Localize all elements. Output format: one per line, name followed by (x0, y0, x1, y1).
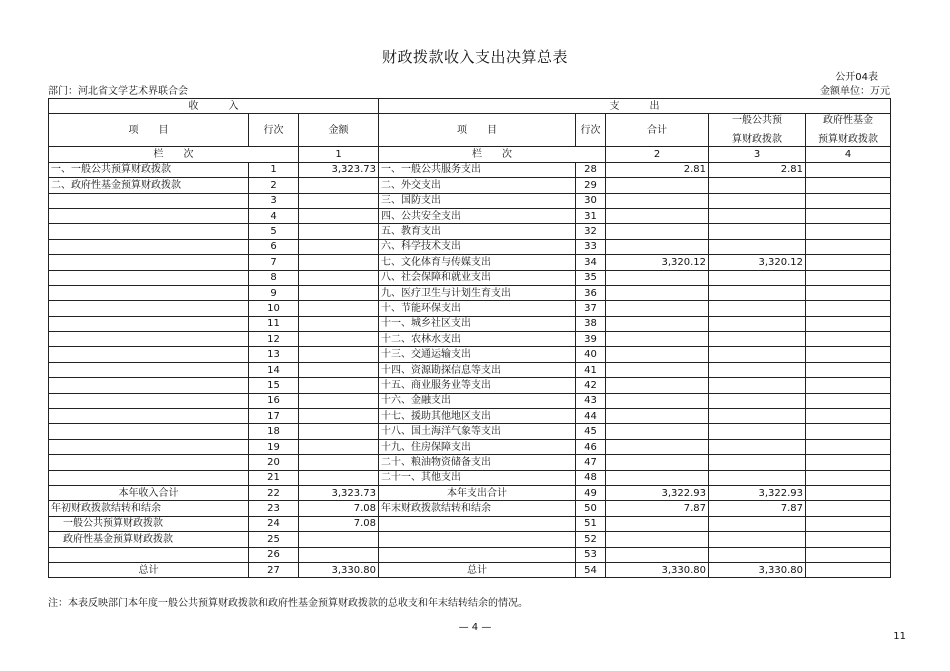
expense-line-cell: 53 (576, 547, 606, 562)
expense-line-cell: 52 (576, 532, 606, 547)
expense-line-cell: 35 (576, 270, 606, 285)
expense-item-cell: 十三、交通运输支出 (379, 347, 576, 362)
unit-label: 金额单位：万元 (820, 86, 890, 97)
expense-line-cell: 54 (576, 562, 606, 577)
expense-item-cell: 八、社会保障和就业支出 (379, 270, 576, 285)
income-amount-cell (299, 270, 379, 285)
expense-item-cell: 一、一般公共服务支出 (379, 162, 576, 177)
expense-item-cell: 十二、农林水支出 (379, 332, 576, 347)
table-row (49, 178, 891, 193)
expense-item-cell: 三、国防支出 (379, 193, 576, 208)
expense-total-cell (606, 393, 709, 408)
income-amount-cell (299, 332, 379, 347)
expense-total-cell (606, 424, 709, 439)
expense-fund-cell (806, 393, 891, 408)
expense-item-cell: 十七、援助其他地区支出 (379, 409, 576, 424)
expense-item-cell: 总计 (379, 562, 576, 577)
expense-total-cell (606, 270, 709, 285)
income-line-cell: 20 (249, 455, 299, 470)
expense-fund-cell (806, 332, 891, 347)
table-row (49, 562, 891, 577)
lanci-col4: 4 (806, 147, 891, 162)
expense-general-cell (709, 332, 806, 347)
expense-general-cell (709, 224, 806, 239)
expense-item-cell: 七、文化体育与传媒支出 (379, 255, 576, 270)
expense-general-cell (709, 193, 806, 208)
expense-fund-cell (806, 347, 891, 362)
expense-line-cell: 37 (576, 301, 606, 316)
table-row (49, 424, 891, 439)
income-amount-cell (299, 239, 379, 254)
income-line-cell: 8 (249, 270, 299, 285)
income-line-cell: 5 (249, 224, 299, 239)
form-code: 公开04表 (835, 72, 878, 83)
expense-general-cell (709, 409, 806, 424)
income-amount-cell (299, 532, 379, 547)
income-item-cell: 年初财政拨款结转和结余 (49, 501, 249, 516)
income-line-cell: 26 (249, 547, 299, 562)
expense-fund-cell (806, 162, 891, 177)
expense-item-cell: 年末财政拨款结转和结余 (379, 501, 576, 516)
expense-line-cell: 51 (576, 516, 606, 531)
expense-line-cell: 34 (576, 255, 606, 270)
expense-total-cell (606, 516, 709, 531)
expense-total-cell: 3,330.80 (606, 562, 709, 577)
income-amount-cell (299, 255, 379, 270)
expense-fund-cell (806, 178, 891, 193)
expense-total-cell (606, 178, 709, 193)
income-amount-cell (299, 208, 379, 223)
expense-fund-cell (806, 562, 891, 577)
income-line-cell: 9 (249, 285, 299, 300)
expense-item-cell: 十九、住房保障支出 (379, 439, 576, 454)
income-item-cell (49, 316, 249, 331)
income-amount-cell (299, 378, 379, 393)
expense-line-cell: 32 (576, 224, 606, 239)
expense-fund-cell (806, 362, 891, 377)
expense-line-cell: 49 (576, 485, 606, 500)
expense-general-cell (709, 378, 806, 393)
expense-line-header: 行次 (576, 114, 606, 147)
expense-item-cell: 二十、粮油物资储备支出 (379, 455, 576, 470)
expense-general-cell: 7.87 (709, 501, 806, 516)
lanci-col1: 1 (299, 147, 379, 162)
expense-total-cell: 2.81 (606, 162, 709, 177)
expense-item-cell: 十、节能环保支出 (379, 301, 576, 316)
expense-line-cell: 40 (576, 347, 606, 362)
expense-total-cell (606, 439, 709, 454)
income-item-cell (49, 362, 249, 377)
table-row (49, 532, 891, 547)
expense-fund-cell (806, 439, 891, 454)
expense-fund-cell (806, 285, 891, 300)
expense-fund-cell (806, 255, 891, 270)
expense-total-cell (606, 532, 709, 547)
expense-general-cell (709, 285, 806, 300)
expense-fund-cell (806, 193, 891, 208)
expense-fund-cell (806, 470, 891, 485)
expense-item-cell: 二、外交支出 (379, 178, 576, 193)
income-item-cell: 政府性基金预算财政拨款 (49, 532, 249, 547)
expense-item-cell: 六、科学技术支出 (379, 239, 576, 254)
income-amount-cell (299, 347, 379, 362)
expense-general-cell (709, 424, 806, 439)
table-row (49, 439, 891, 454)
table-row (49, 470, 891, 485)
expense-item-header: 项 目 (379, 114, 576, 147)
corner-number: 11 (893, 631, 906, 642)
expense-total-cell (606, 224, 709, 239)
expense-general-cell (709, 301, 806, 316)
income-amount-header: 金额 (299, 114, 379, 147)
income-line-cell: 10 (249, 301, 299, 316)
income-amount-cell (299, 393, 379, 408)
expense-item-cell: 十一、城乡社区支出 (379, 316, 576, 331)
expense-total-header: 合计 (606, 114, 709, 147)
income-amount-cell: 3,323.73 (299, 485, 379, 500)
expense-total-cell: 7.87 (606, 501, 709, 516)
expense-general-cell (709, 393, 806, 408)
income-section-header: 收 入 (49, 99, 379, 114)
expense-line-cell: 36 (576, 285, 606, 300)
income-line-cell: 23 (249, 501, 299, 516)
income-amount-cell (299, 470, 379, 485)
page-number: — 4 — (458, 622, 492, 633)
expense-fund-cell (806, 378, 891, 393)
expense-fund-cell (806, 224, 891, 239)
table-row (49, 409, 891, 424)
expense-general-cell (709, 270, 806, 285)
income-line-cell: 22 (249, 485, 299, 500)
expense-general-cell (709, 178, 806, 193)
expense-line-cell: 28 (576, 162, 606, 177)
section-header-row (49, 99, 891, 114)
income-item-cell (49, 455, 249, 470)
column-header-row (49, 114, 891, 147)
budget-table (48, 98, 891, 578)
expense-general-cell (709, 316, 806, 331)
expense-line-cell: 44 (576, 409, 606, 424)
expense-line-cell: 43 (576, 393, 606, 408)
income-line-cell: 7 (249, 255, 299, 270)
income-line-cell: 19 (249, 439, 299, 454)
income-amount-cell (299, 224, 379, 239)
income-item-header: 项 目 (49, 114, 249, 147)
expense-total-cell (606, 347, 709, 362)
expense-total-cell (606, 547, 709, 562)
expense-line-cell: 46 (576, 439, 606, 454)
table-row (49, 347, 891, 362)
table-row (49, 332, 891, 347)
expense-fund-cell (806, 316, 891, 331)
table-row (49, 301, 891, 316)
income-item-cell (49, 239, 249, 254)
expense-total-cell (606, 208, 709, 223)
column-number-row (49, 147, 891, 162)
expense-line-cell: 41 (576, 362, 606, 377)
expense-fund-cell (806, 485, 891, 500)
expense-general-cell (709, 347, 806, 362)
table-row (49, 501, 891, 516)
expense-total-cell (606, 193, 709, 208)
expense-general-header-line1: 一般公共预 (732, 115, 783, 127)
income-line-cell: 24 (249, 516, 299, 531)
income-item-cell (49, 332, 249, 347)
expense-total-cell (606, 316, 709, 331)
expense-line-cell: 48 (576, 470, 606, 485)
expense-item-cell: 十五、商业服务业等支出 (379, 378, 576, 393)
department-label: 部门：河北省文学艺术界联合会 (48, 86, 188, 97)
income-amount-cell: 7.08 (299, 501, 379, 516)
expense-item-cell (379, 547, 576, 562)
income-item-cell (49, 547, 249, 562)
income-item-cell (49, 224, 249, 239)
income-item-cell: 总计 (49, 562, 249, 577)
expense-general-cell: 3,320.12 (709, 255, 806, 270)
income-item-cell (49, 393, 249, 408)
expense-item-cell: 十八、国土海洋气象等支出 (379, 424, 576, 439)
income-amount-cell (299, 178, 379, 193)
income-line-cell: 13 (249, 347, 299, 362)
expense-item-cell: 本年支出合计 (379, 485, 576, 500)
income-line-cell: 12 (249, 332, 299, 347)
lanci-col2: 2 (606, 147, 709, 162)
income-line-cell: 4 (249, 208, 299, 223)
expense-fund-cell (806, 424, 891, 439)
expense-general-cell: 3,322.93 (709, 485, 806, 500)
expense-line-cell: 47 (576, 455, 606, 470)
income-item-cell (49, 378, 249, 393)
table-row (49, 316, 891, 331)
income-line-cell: 17 (249, 409, 299, 424)
table-row (49, 285, 891, 300)
expense-general-cell (709, 208, 806, 223)
expense-total-cell (606, 455, 709, 470)
table-row (49, 516, 891, 531)
income-line-header: 行次 (249, 114, 299, 147)
income-item-cell (49, 439, 249, 454)
table-row (49, 255, 891, 270)
expense-total-cell: 3,320.12 (606, 255, 709, 270)
income-line-cell: 21 (249, 470, 299, 485)
income-line-cell: 6 (249, 239, 299, 254)
income-line-cell: 16 (249, 393, 299, 408)
lanci-col3: 3 (709, 147, 806, 162)
income-item-cell (49, 193, 249, 208)
expense-general-cell (709, 547, 806, 562)
expense-section-header: 支 出 (379, 99, 891, 114)
expense-line-cell: 33 (576, 239, 606, 254)
expense-general-cell (709, 516, 806, 531)
expense-item-cell (379, 516, 576, 531)
expense-fund-cell (806, 239, 891, 254)
lanci-label-right: 栏 次 (379, 147, 606, 162)
expense-item-cell: 九、医疗卫生与计划生育支出 (379, 285, 576, 300)
expense-item-cell: 五、教育支出 (379, 224, 576, 239)
table-row (49, 193, 891, 208)
table-row (49, 485, 891, 500)
income-line-cell: 11 (249, 316, 299, 331)
income-amount-cell: 7.08 (299, 516, 379, 531)
expense-item-cell: 二十一、其他支出 (379, 470, 576, 485)
income-item-cell (49, 301, 249, 316)
income-amount-cell (299, 455, 379, 470)
income-item-cell (49, 270, 249, 285)
expense-fund-cell (806, 409, 891, 424)
income-amount-cell (299, 316, 379, 331)
table-row (49, 455, 891, 470)
income-amount-cell (299, 301, 379, 316)
income-amount-cell (299, 424, 379, 439)
table-row (49, 362, 891, 377)
table-row (49, 270, 891, 285)
expense-total-cell (606, 378, 709, 393)
expense-general-cell (709, 439, 806, 454)
expense-line-cell: 30 (576, 193, 606, 208)
expense-total-cell (606, 239, 709, 254)
expense-item-cell: 十六、金融支出 (379, 393, 576, 408)
expense-line-cell: 29 (576, 178, 606, 193)
expense-line-cell: 31 (576, 208, 606, 223)
income-amount-cell (299, 362, 379, 377)
expense-line-cell: 42 (576, 378, 606, 393)
expense-fund-cell (806, 532, 891, 547)
income-item-cell: 本年收入合计 (49, 485, 249, 500)
expense-item-cell (379, 532, 576, 547)
income-item-cell (49, 255, 249, 270)
income-amount-cell (299, 547, 379, 562)
expense-general-cell (709, 532, 806, 547)
income-item-cell: 一、一般公共预算财政拨款 (49, 162, 249, 177)
income-line-cell: 3 (249, 193, 299, 208)
income-item-cell (49, 285, 249, 300)
income-line-cell: 14 (249, 362, 299, 377)
expense-total-cell (606, 332, 709, 347)
table-row (49, 224, 891, 239)
income-line-cell: 25 (249, 532, 299, 547)
income-amount-cell: 3,323.73 (299, 162, 379, 177)
expense-fund-cell (806, 547, 891, 562)
income-item-cell (49, 409, 249, 424)
expense-line-cell: 50 (576, 501, 606, 516)
income-item-cell (49, 208, 249, 223)
expense-item-cell: 十四、资源勘探信息等支出 (379, 362, 576, 377)
expense-general-cell (709, 455, 806, 470)
expense-general-cell (709, 362, 806, 377)
expense-fund-header-line2: 预算财政拨款 (818, 134, 879, 146)
expense-fund-cell (806, 208, 891, 223)
expense-general-cell: 2.81 (709, 162, 806, 177)
expense-item-cell: 四、公共安全支出 (379, 208, 576, 223)
income-line-cell: 15 (249, 378, 299, 393)
income-item-cell: 一般公共预算财政拨款 (49, 516, 249, 531)
income-item-cell (49, 470, 249, 485)
table-row (49, 547, 891, 562)
expense-total-cell (606, 285, 709, 300)
table-row (49, 239, 891, 254)
expense-total-cell (606, 301, 709, 316)
expense-line-cell: 38 (576, 316, 606, 331)
expense-fund-cell (806, 301, 891, 316)
table-row (49, 208, 891, 223)
income-item-cell: 二、政府性基金预算财政拨款 (49, 178, 249, 193)
expense-total-cell (606, 470, 709, 485)
table-row (49, 162, 891, 177)
expense-fund-header (806, 114, 891, 147)
page-title: 财政拨款收入支出决算总表 (381, 48, 568, 66)
lanci-label-left: 栏 次 (49, 147, 299, 162)
income-amount-cell (299, 285, 379, 300)
expense-fund-cell (806, 501, 891, 516)
table-row (49, 378, 891, 393)
expense-fund-cell (806, 455, 891, 470)
income-line-cell: 2 (249, 178, 299, 193)
expense-total-cell: 3,322.93 (606, 485, 709, 500)
table-note: 注：本表反映部门本年度一般公共预算财政拨款和政府性基金预算财政拨款的总收支和年末结转结余的情况。 (48, 598, 528, 609)
income-amount-cell (299, 439, 379, 454)
expense-fund-header-line1: 政府性基金 (823, 115, 874, 127)
expense-line-cell: 45 (576, 424, 606, 439)
expense-general-cell (709, 239, 806, 254)
income-amount-cell: 3,330.80 (299, 562, 379, 577)
income-line-cell: 18 (249, 424, 299, 439)
table-row (49, 393, 891, 408)
expense-total-cell (606, 409, 709, 424)
expense-general-header (709, 114, 806, 147)
expense-line-cell: 39 (576, 332, 606, 347)
income-item-cell (49, 347, 249, 362)
expense-fund-cell (806, 516, 891, 531)
income-amount-cell (299, 409, 379, 424)
expense-general-cell: 3,330.80 (709, 562, 806, 577)
expense-fund-cell (806, 270, 891, 285)
income-amount-cell (299, 193, 379, 208)
expense-general-cell (709, 470, 806, 485)
expense-general-header-line2: 算财政拨款 (732, 134, 783, 146)
income-line-cell: 1 (249, 162, 299, 177)
expense-total-cell (606, 362, 709, 377)
income-item-cell (49, 424, 249, 439)
income-line-cell: 27 (249, 562, 299, 577)
